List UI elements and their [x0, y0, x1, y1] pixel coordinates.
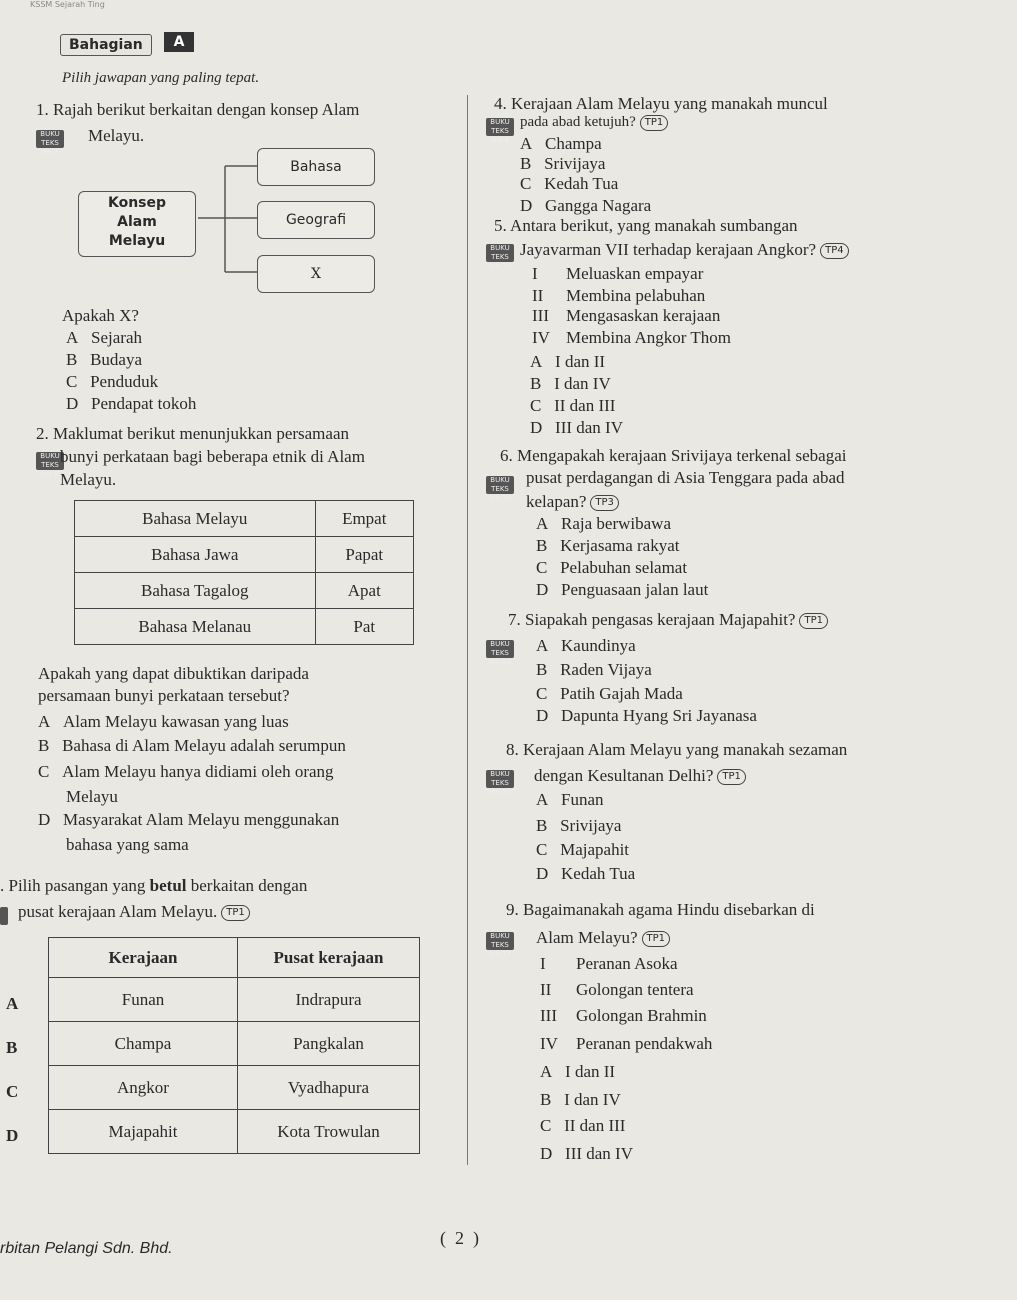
q2-option-c[interactable]: C Alam Melayu hanya didiami oleh orang — [38, 762, 334, 781]
q5-stem-2: Jayavarman VII terhadap kerajaan Angkor? TP4 — [520, 240, 849, 260]
q4-option-c[interactable]: C Kedah Tua — [520, 174, 619, 193]
q5-statement-ii: II Membina pelabuhan — [532, 286, 706, 305]
diagram-branch-bahasa: Bahasa — [257, 148, 375, 186]
q8-option-b[interactable]: B Srivijaya — [536, 816, 622, 835]
table-header: Pusat kerajaan — [238, 938, 420, 978]
header-strip: KSSM Sejarah Ting — [30, 0, 105, 9]
q4-stem-1: 4. Kerajaan Alam Melayu yang manakah muncul — [494, 94, 828, 113]
diagram-center: Konsep Alam Melayu — [78, 191, 196, 257]
q5-option-a[interactable]: A I dan II — [530, 352, 606, 371]
q1-book-badge: BUKU TEKS ms.7 — [36, 130, 64, 148]
q8-option-c[interactable]: C Majapahit — [536, 840, 630, 859]
tp-badge: TP4 — [820, 243, 849, 259]
q2-option-a[interactable]: A Alam Melayu kawasan yang luas — [38, 712, 289, 731]
q7-stem-1: 7. Siapakah pengasas kerajaan Majapahit? TP1 — [508, 610, 828, 630]
table-header-row — [49, 938, 420, 978]
tp-badge: TP1 — [717, 769, 746, 785]
table-row — [49, 1110, 420, 1154]
table-row — [75, 537, 414, 573]
q1-stem: 1. Rajah berikut berkaitan dengan konsep Alam — [36, 100, 360, 119]
q5-option-d[interactable]: D III dan IV — [530, 418, 623, 437]
q7-option-b[interactable]: B Raden Vijaya — [536, 660, 652, 679]
table-row — [75, 501, 414, 537]
q5-option-b[interactable]: B I dan IV — [530, 374, 611, 393]
tp-badge: TP1 — [640, 115, 669, 131]
table-cell: Papat — [315, 537, 413, 573]
q6-stem-3: kelapan? TP3 — [526, 492, 619, 512]
q5-statement-i: I Meluaskan empayar — [532, 264, 704, 283]
q1-question: Apakah X? — [62, 306, 139, 325]
q9-statement-i: I Peranan Asoka — [540, 954, 678, 973]
q8-stem-1: 8. Kerajaan Alam Melayu yang manakah sezaman — [506, 740, 848, 759]
q9-option-c[interactable]: C II dan III — [540, 1116, 626, 1135]
table-cell: Bahasa Jawa — [75, 537, 316, 573]
q2-table — [74, 500, 414, 645]
q9-option-a[interactable]: A I dan II — [540, 1062, 616, 1081]
q2-stem-2: bunyi perkataan bagi beberapa etnik di Alam — [60, 447, 365, 466]
q6-stem-2: pusat perdagangan di Asia Tenggara pada abad — [526, 468, 845, 487]
q4-option-d[interactable]: D Gangga Nagara — [520, 196, 652, 215]
q8-option-d[interactable]: D Kedah Tua — [536, 864, 636, 883]
q3-option-a[interactable]: A — [6, 994, 19, 1013]
q2-option-c-cont: Melayu — [66, 787, 118, 806]
section-letter: A — [164, 32, 194, 52]
q9-option-d[interactable]: D III dan IV — [540, 1144, 633, 1163]
publisher-footer: rbitan Pelangi Sdn. Bhd. — [0, 1240, 173, 1257]
page-number: ( 2 ) — [440, 1228, 479, 1248]
diagram-connectors — [0, 0, 470, 300]
q5-statement-iii: III Mengasaskan kerajaan — [532, 306, 721, 325]
q8-book-badge: BUKU TEKS ms.15 — [486, 770, 514, 788]
table-cell: Funan — [49, 978, 238, 1022]
q1-option-a[interactable]: A Sejarah — [66, 328, 143, 347]
q9-stem-2: Alam Melayu? TP1 — [536, 928, 670, 948]
q5-statement-iv: IV Membina Angkor Thom — [532, 328, 731, 347]
q9-stem-1: 9. Bagaimanakah agama Hindu disebarkan di — [506, 900, 815, 919]
q2-option-d-cont: bahasa yang sama — [66, 835, 189, 854]
q4-option-a[interactable]: A Champa — [520, 134, 602, 153]
table-cell: Indrapura — [238, 978, 420, 1022]
q4-book-badge: BUKU TEKS ms.8 — [486, 118, 514, 136]
table-cell: Angkor — [49, 1066, 238, 1110]
table-cell: Bahasa Melanau — [75, 609, 316, 645]
table-row — [49, 1066, 420, 1110]
table-cell: Majapahit — [49, 1110, 238, 1154]
q9-statement-ii: II Golongan tentera — [540, 980, 694, 999]
q6-option-c[interactable]: C Pelabuhan selamat — [536, 558, 688, 577]
table-cell: Empat — [315, 501, 413, 537]
q3-stem-1: . Pilih pasangan yang betul berkaitan dengan — [0, 876, 308, 895]
table-cell: Pangkalan — [238, 1022, 420, 1066]
q4-stem-2: pada abad ketujuh? TP1 — [520, 114, 668, 131]
q2-question-2: persamaan bunyi perkataan tersebut? — [38, 686, 290, 705]
q1-option-c[interactable]: C Penduduk — [66, 372, 159, 391]
table-header: Kerajaan — [49, 938, 238, 978]
q5-book-badge: BUKU TEKS ms.10 — [486, 244, 514, 262]
diagram-branch-x: X — [257, 255, 375, 293]
q5-option-c[interactable]: C II dan III — [530, 396, 616, 415]
q7-option-a[interactable]: A Kaundinya — [536, 636, 636, 655]
q8-stem-2: dengan Kesultanan Delhi? TP1 — [534, 766, 746, 786]
q9-option-b[interactable]: B I dan IV — [540, 1090, 621, 1109]
table-row — [49, 1022, 420, 1066]
table-row — [75, 573, 414, 609]
table-cell: Pat — [315, 609, 413, 645]
q2-question-1: Apakah yang dapat dibuktikan daripada — [38, 664, 309, 683]
q3-option-b[interactable]: B — [6, 1038, 18, 1057]
q7-book-badge: BUKU TEKS ms.12 — [486, 640, 514, 658]
table-row — [49, 978, 420, 1022]
tp-badge: TP1 — [221, 905, 250, 921]
q2-stem-1: 2. Maklumat berikut menunjukkan persamaan — [36, 424, 349, 443]
section-label: Bahagian — [60, 34, 152, 56]
q6-option-d[interactable]: D Penguasaan jalan laut — [536, 580, 709, 599]
instruction: Pilih jawapan yang paling tepat. — [62, 70, 260, 86]
q3-option-d[interactable]: D — [6, 1126, 19, 1145]
table-cell: Bahasa Melayu — [75, 501, 316, 537]
q2-option-d[interactable]: D Masyarakat Alam Melayu menggunakan — [38, 810, 340, 829]
q7-option-c[interactable]: C Patih Gajah Mada — [536, 684, 683, 703]
table-cell: Bahasa Tagalog — [75, 573, 316, 609]
table-cell: Apat — [315, 573, 413, 609]
table-cell: Vyadhapura — [238, 1066, 420, 1110]
tp-badge: TP1 — [799, 613, 828, 629]
table-cell: Kota Trowulan — [238, 1110, 420, 1154]
q4-option-b[interactable]: B Srivijaya — [520, 154, 606, 173]
q2-option-b[interactable]: B Bahasa di Alam Melayu adalah serumpun — [38, 736, 346, 755]
table-cell: Champa — [49, 1022, 238, 1066]
q7-option-d[interactable]: D Dapunta Hyang Sri Jayanasa — [536, 706, 757, 725]
q5-stem-1: 5. Antara berikut, yang manakah sumbangan — [494, 216, 798, 235]
q2-book-badge: BUKU TEKS ms.6 — [36, 452, 64, 470]
q1-option-b[interactable]: B Budaya — [66, 350, 143, 369]
q9-statement-iii: III Golongan Brahmin — [540, 1006, 707, 1025]
q6-option-a[interactable]: A Raja berwibawa — [536, 514, 672, 533]
q9-book-badge: BUKU TEKS ms.17 — [486, 932, 514, 950]
table-row — [75, 609, 414, 645]
q1-option-d[interactable]: D Pendapat tokoh — [66, 394, 197, 413]
q6-book-badge: BUKU TEKS ms.10 — [486, 476, 514, 494]
tp-badge: TP1 — [642, 931, 671, 947]
tp-badge: TP3 — [590, 495, 619, 511]
q6-option-b[interactable]: B Kerjasama rakyat — [536, 536, 680, 555]
q3-table — [48, 937, 420, 1154]
q3-stem-2: pusat kerajaan Alam Melayu. TP1 — [18, 902, 250, 922]
diagram-branch-geografi: Geografi — [257, 201, 375, 239]
q3-option-c[interactable]: C — [6, 1082, 19, 1101]
q3-book-badge — [0, 907, 8, 925]
q8-option-a[interactable]: A Funan — [536, 790, 604, 809]
q9-statement-iv: IV Peranan pendakwah — [540, 1034, 713, 1053]
q6-stem-1: 6. Mengapakah kerajaan Srivijaya terkenal sebagai — [500, 446, 847, 465]
q2-stem-3: Melayu. — [60, 470, 117, 489]
q1-stem-2: Melayu. — [88, 126, 145, 145]
